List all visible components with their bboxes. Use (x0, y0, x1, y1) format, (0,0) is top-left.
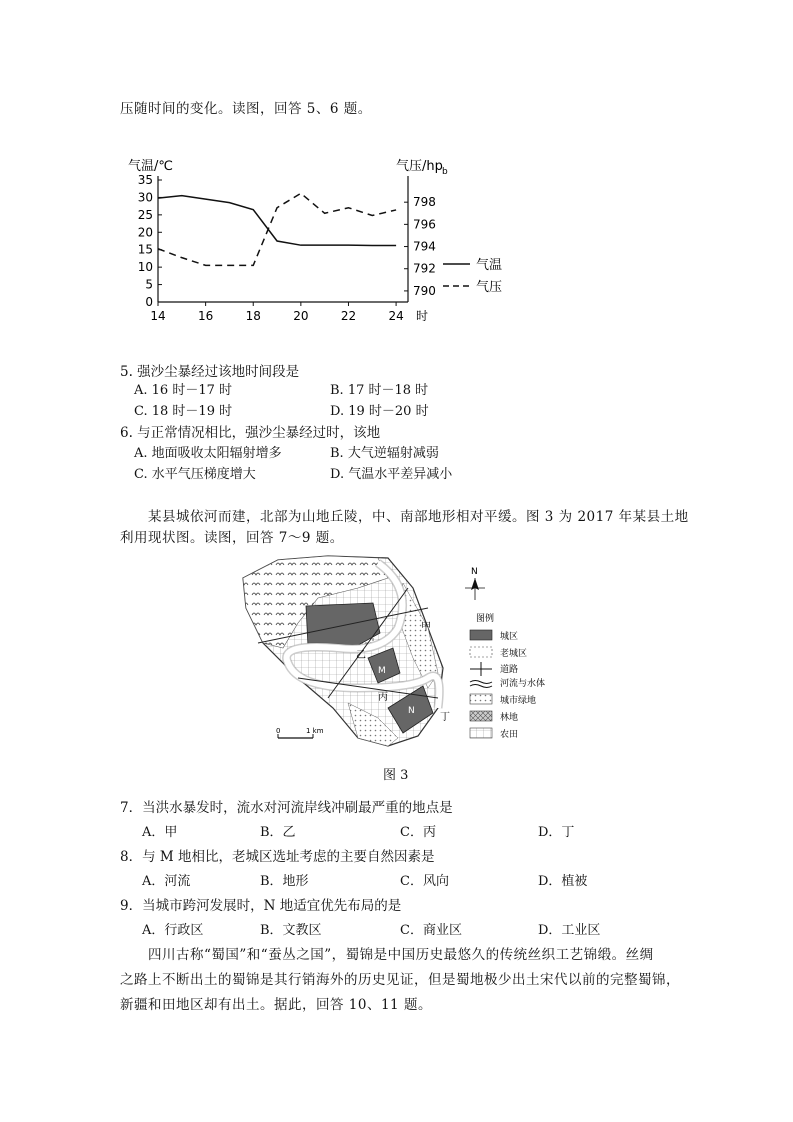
q5-option-c[interactable]: C. 18 时－19 时 (134, 404, 233, 419)
q7-option-a[interactable]: A．甲 (142, 825, 178, 840)
map-label-yi: 乙 (356, 650, 366, 661)
series-line-pressure (158, 193, 396, 265)
x-tick-label: 18 (245, 309, 261, 323)
q6-option-c[interactable]: C. 水平气压梯度增大 (134, 467, 256, 482)
intro-line: 压随时间的变化。读图，回答 5、6 题。 (120, 101, 372, 117)
map-label-bing: 丙 (378, 692, 388, 703)
legend-label-5: 林地 (500, 713, 519, 723)
y-left-tick-label: 35 (137, 173, 153, 187)
q5-option-d[interactable]: D. 19 时－20 时 (330, 404, 429, 419)
figure-caption: 图 3 (383, 768, 409, 783)
series-line-temperature (158, 196, 396, 246)
x-tick-label: 16 (197, 309, 214, 323)
y-left-tick-label: 5 (145, 277, 153, 292)
q5-option-a[interactable]: A. 16 时－17 时 (134, 383, 233, 398)
y-left-tick-label: 20 (137, 225, 153, 240)
y-right-tick-label: 794 (413, 239, 436, 254)
q6-option-a[interactable]: A. 地面吸收太阳辐射增多 (134, 446, 282, 461)
passage2-line2: 利用现状图。读图，回答 7～9 题。 (120, 530, 344, 546)
legend-label-0: 气温 (476, 258, 503, 273)
y-right-title-sub: b (442, 167, 448, 177)
north-arrow-icon (465, 567, 485, 600)
q7-option-c[interactable]: C．丙 (400, 825, 436, 840)
map-label-jia: 甲 (421, 622, 431, 633)
passage3-line3: 新疆和田地区却有出土。据此，回答 10、11 题。 (120, 997, 432, 1013)
land-use-map (238, 548, 568, 753)
y-left-tick-label: 30 (137, 190, 153, 205)
passage3-line1: 四川古称“蜀国”和“蚕丛之国”，蜀锦是中国历史最悠久的传统丝织工艺锦缎。丝绸 (148, 947, 654, 963)
q8-option-a[interactable]: A．河流 (142, 874, 191, 889)
q6-stem: 6. 与正常情况相比，强沙尘暴经过时，该地 (120, 425, 381, 441)
passage3-line2: 之路上不断出土的蜀锦是其行销海外的历史见证，但是蜀地极少出土宋代以前的完整蜀锦， (120, 972, 680, 988)
legend-label-3: 河流与水体 (500, 679, 546, 689)
x-unit-label: 时 (416, 309, 429, 323)
q5-option-b[interactable]: B. 17 时－18 时 (330, 383, 429, 398)
x-tick-label: 22 (340, 309, 357, 323)
q7-option-d[interactable]: D．丁 (538, 825, 575, 840)
q9-stem: 9．当城市跨河发展时，N 地适宜优先布局的是 (120, 898, 402, 914)
q6-option-b[interactable]: B. 大气逆辐射减弱 (330, 446, 439, 461)
map-label-n: N (408, 706, 415, 716)
legend-label-0: 城区 (500, 632, 519, 642)
y-left-tick-label: 0 (145, 295, 153, 309)
q9-option-b[interactable]: B．文教区 (260, 923, 322, 938)
q7-stem: 7．当洪水暴发时，流水对河流岸线冲刷最严重的地点是 (120, 800, 453, 816)
map-scale-label: 1 km (306, 727, 324, 735)
q8-option-c[interactable]: C．风向 (400, 874, 449, 889)
map-scale-zero: 0 (276, 727, 281, 735)
y-right-title: 气压/hp (396, 159, 443, 174)
map-label-m: M (378, 666, 386, 676)
legend-label-2: 道路 (500, 665, 519, 675)
q9-option-a[interactable]: A．行政区 (142, 923, 204, 938)
x-tick-label: 24 (388, 309, 404, 323)
passage2-line1: 某县城依河而建，北部为山地丘陵，中、南部地形相对平缓。图 3 为 2017 年某县土地 (148, 509, 689, 525)
legend-label-1: 气压 (476, 280, 503, 295)
map-label-ding: 丁 (440, 712, 450, 723)
legend-title: 图例 (476, 614, 495, 624)
q8-option-d[interactable]: D．植被 (538, 874, 588, 889)
q5-stem: 5. 强沙尘暴经过该地时间段是 (120, 364, 300, 380)
legend-label-1: 老城区 (500, 649, 528, 659)
y-left-title: 气温/℃ (128, 159, 173, 174)
temperature-pressure-chart (120, 152, 520, 332)
svg-text:N: N (471, 567, 478, 577)
q8-stem: 8．与 M 地相比，老城区选址考虑的主要自然因素是 (120, 849, 435, 865)
q6-option-d[interactable]: D. 气温水平差异减小 (330, 467, 453, 482)
y-left-tick-label: 10 (137, 260, 153, 275)
y-right-tick-label: 790 (413, 283, 436, 298)
q8-option-b[interactable]: B．地形 (260, 874, 309, 889)
q7-option-b[interactable]: B．乙 (260, 825, 296, 840)
y-right-tick-label: 798 (413, 195, 436, 210)
legend-label-6: 农田 (500, 730, 519, 740)
y-right-tick-label: 792 (413, 261, 436, 276)
legend-label-4: 城市绿地 (500, 696, 537, 706)
y-right-tick-label: 796 (413, 217, 436, 232)
x-tick-label: 14 (150, 309, 166, 323)
y-left-tick-label: 15 (137, 242, 153, 257)
q9-option-c[interactable]: C．商业区 (400, 923, 462, 938)
y-left-tick-label: 25 (137, 207, 153, 222)
q9-option-d[interactable]: D．工业区 (538, 923, 601, 938)
x-tick-label: 20 (293, 309, 309, 323)
